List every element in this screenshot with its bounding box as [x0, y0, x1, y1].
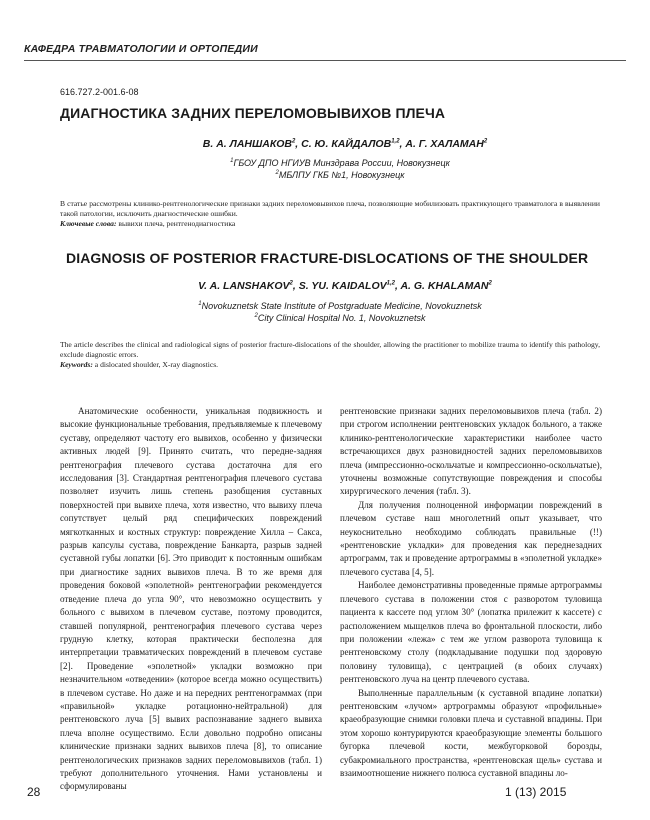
- affil-sup: 1: [230, 158, 234, 164]
- affiliation-text: ГБОУ ДПО НГИУВ Минздрава России, Новокузнецк: [233, 158, 450, 168]
- affiliation-line: [30, 157, 650, 169]
- affiliation-line: [30, 300, 650, 312]
- author-name: S. YU. KAIDALOV: [298, 280, 387, 292]
- author-name: С. Ю. КАЙДАЛОВ: [301, 138, 392, 150]
- paragraph: Наиболее демонстративны проведенные прямые артрограммы плечевого сустава в положении стоя с разворотом туловища пациента к кассете под углом 30° (лопатка прилежит к кассете) с расположением мыщелков плеча во фронтальной плоскости, либо при положении «лежа» с тем же углом разворота туловища к рентгеновскому столу (подкладывание подушки под здоровую половину туловища), с центрацией (в обоих случаях) рентгеновского луча на центр плечевого сустава.: [340, 580, 602, 685]
- author-name: A. G. KHALAMAN: [400, 280, 489, 292]
- abstract-ru: [60, 199, 600, 229]
- article-title-ru: ДИАГНОСТИКА ЗАДНИХ ПЕРЕЛОМОВЫВИХОВ ПЛЕЧА: [60, 105, 446, 121]
- paragraph: Выполненные параллельным (к суставной впадине лопатки) рентгеновским «лучом» артрограммы образуют «профильные» краеобразующие снимки головки плеча и суставной впадины. При этом хорошо контурируются краеобразующие элементы большого бугорка плечевой кости, межбугорковой борозды, субакромиального пространства, «рентгеновская щель» сустава и взаимоотношение нижнего полюса суставной впадины ло-: [340, 687, 602, 778]
- article-title-en: DIAGNOSIS OF POSTERIOR FRACTURE-DISLOCATIONS OF THE SHOULDER: [66, 250, 589, 266]
- author-separator: ,: [399, 138, 406, 150]
- author-name: В. А. ЛАНШАКОВ: [202, 138, 292, 150]
- body-column-left: [60, 405, 322, 794]
- affiliations-ru: [0, 157, 650, 181]
- header-divider: [24, 60, 626, 61]
- affiliation-text: МБЛПУ ГКБ №1, Новокузнецк: [278, 170, 405, 180]
- keywords-text: вывихи плеча, рентгенодиагностика: [116, 219, 236, 228]
- body-column-right: [340, 405, 602, 780]
- keywords-text: a dislocated shoulder, X-ray diagnostics.: [92, 360, 219, 369]
- paragraph: Анатомические особенности, уникальная подвижность и высокие функциональные требования, предъявляемые к плечевому суставу, определяют частоту его вывихов, особенно у физически активных людей [9]. Принято считать, что передне-задняя рентгенография плечевого сустава достаточна для его исследования [3]. Стандартная рентгенография плечевого сустава позволяет изучить лишь степень разобщения суставных поверхностей при вывихе плеча, хотя известно, что вывиху плеча сопутствует целый ряд специфических повреждений мягкотканных и костных структур: повреждение Хилла – Сакса, разрыв капсулы сустава, повреждение Банкарта, разрыв задней суставной губы лопатки [6]. Это приводит к постоянным ошибкам при диагностике задних вывихов плеча. В то же время для проведения боковой «эполетной» рентгенографии рекомендуется отведение плеча до угла 90°, что невозможно осуществить у больного с вывихом в плечевом суставе, поэтому проводится, ставшей популярной, рентгенография плечевого сустава через грудную клетку, которая практически бесполезна для интерпретации травматических повреждений в плечевом суставе [2]. Проведение «эполетной» укладки возможно при незначительном «отведении» (которое всегда можно осуществить) в плечевом суставе. Но даже и на передних рентгенограммах (при «правильной» укладке ротационно-нейтральной) для рентгеновского луча [5] вывих распознавание заднего вывиха плеча вполне осуществимо. Если довольно подробно описаны клинические признаки задних вывихов плеча [8], то описание рентгенологических признаков задних переломовывихов (табл. 1) требуют дополнительного уточнения. Нами установлены и сформулированы: [60, 406, 322, 792]
- author-affil-sup: 2: [488, 280, 492, 287]
- abstract-text-en: The article describes the clinical and radiological signs of posterior fracture-dislocations of the shoulder, allowing the practitioner to mobilize trauma to identify this pathology, exclude diagnostic errors.: [60, 340, 600, 359]
- paragraph: Для получения полноценной информации повреждений в плечевом суставе наш многолетний опыт указывает, что неукоснительно необходимо соблюдать правильные (!!) «рентгеновские укладки» для проведения как переднезадних артрограмм, так и проведение артрограммы в «эполетной укладке» плечевого сустава [4, 5].: [340, 499, 602, 577]
- author-separator: ,: [394, 280, 401, 292]
- abstract-text-ru: В статье рассмотрены клинико-рентгенологические признаки задних переломовывихов плеча, позволяющие мобилизовать практикующего травматолога в выявлении такой патологии, исключить диагностические ошибки.: [60, 199, 600, 218]
- journal-section-header: КАФЕДРА ТРАВМАТОЛОГИИ И ОРТОПЕДИИ: [24, 43, 258, 55]
- authors-ru: [0, 138, 650, 150]
- author-separator: ,: [292, 280, 299, 292]
- journal-issue: 1 (13) 2015: [505, 785, 567, 799]
- author-separator: ,: [295, 138, 302, 150]
- keywords-ru: [60, 219, 600, 229]
- affiliation-line: [30, 312, 650, 324]
- authors-en: [0, 280, 650, 292]
- keywords-label: Ключевые слова:: [60, 219, 117, 228]
- keywords-en: [60, 360, 600, 370]
- affiliation-text: Novokuznetsk State Institute of Postgraduate Medicine, Novokuznetsk: [201, 301, 482, 311]
- affiliation-line: [30, 169, 650, 181]
- paragraph: рентгеновские признаки задних переломовывихов плеча (табл. 2) при строгом исполнении рентгеновских укладок больного, а также клинико-рентгенологические характеристики наиболее часто встречающихся двух разновидностей задних переломовывихов плеча (импрессионно-оскольчатые и компрессионно-оскольчатые), уточнены возможные сопутствующие повреждения и способы хирургического лечения (табл. 3).: [340, 406, 602, 497]
- abstract-en: [60, 340, 600, 370]
- affiliation-text: City Clinical Hospital No. 1, Novokuznetsk: [257, 313, 426, 323]
- author-affil-sup: 2: [289, 280, 293, 287]
- page-number: 28: [27, 785, 41, 799]
- author-affil-sup: 2: [483, 138, 488, 145]
- author-affil-sup: 1,2: [386, 280, 395, 287]
- author-affil-sup: 1,2: [391, 138, 400, 145]
- affiliations-en: [0, 300, 650, 324]
- author-name: А. Г. ХАЛАМАН: [405, 138, 484, 150]
- keywords-label: Keywords:: [60, 360, 93, 369]
- author-name: V. A. LANSHAKOV: [198, 280, 290, 292]
- affil-sup: 1: [198, 301, 202, 307]
- author-affil-sup: 2: [291, 138, 296, 145]
- affil-sup: 2: [275, 170, 279, 176]
- affil-sup: 2: [254, 313, 258, 319]
- udc-code: 616.727.2-001.6-08: [60, 87, 139, 97]
